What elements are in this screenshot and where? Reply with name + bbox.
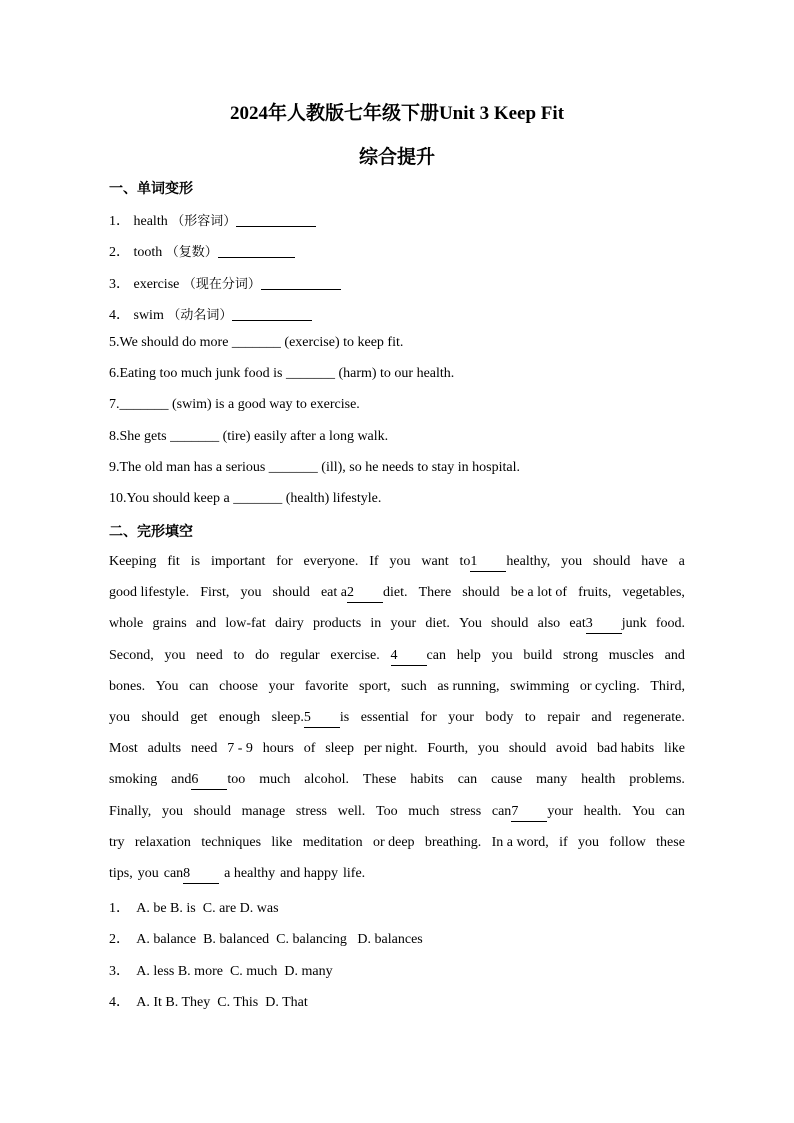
passage-word: can [665,803,685,819]
cloze-blank[interactable]: 5 [304,711,340,728]
answer-blank[interactable]: _______ [285,366,335,381]
answer-blank[interactable]: _______ [119,397,169,412]
passage-word: to1 healthy, [460,546,551,577]
page-title: 2024年人教版七年级下册Unit 3 Keep Fit [229,103,565,124]
passage-word: of [303,741,316,757]
passage-word: should [193,803,231,819]
item-word: swim [133,308,168,323]
passage-word: health. [583,803,622,819]
cloze-blank[interactable]: 4 [391,649,427,666]
passage-word: avoid [556,741,588,757]
item-hint: （形容词） [171,214,237,229]
passage-word: strong [562,647,598,663]
passage-word: follow [609,834,646,850]
cloze-blank[interactable]: 3 [586,617,622,634]
passage-word: you [240,585,262,601]
answer-blank[interactable] [232,306,312,321]
answer-blank[interactable] [261,275,341,290]
passage-word: if [559,834,568,850]
passage-word: be a lot of [510,585,568,601]
passage-word: health [581,772,616,788]
passage-word: dairy [274,616,304,632]
sentence-text: 8.She gets [109,429,171,444]
passage-line [109,546,685,577]
passage-word: regenerate. [623,709,685,725]
passage-word: you [137,865,159,881]
word-form-item [109,241,295,261]
section-heading-cloze: 二、完形填空 [109,524,193,540]
passage-word: sport, [358,678,391,694]
word-form-sentence [109,429,388,445]
passage-word: sleep [325,741,354,757]
sentence-text: 9.The old man has a serious [109,460,269,475]
passage-word: and [664,647,685,663]
item-number: 4． [109,308,134,323]
passage-line [109,608,685,639]
passage-word: per night. [363,741,418,757]
passage-word: should [491,616,529,632]
passage-word: well. [337,803,366,819]
item-hint: （现在分词） [182,277,261,292]
passage-line [109,796,685,827]
passage-word: Third, [650,678,685,694]
passage-word: regular [279,647,320,663]
answer-blank[interactable] [236,212,316,227]
passage-word: you [164,647,186,663]
sentence-text: (health) lifestyle. [282,491,382,506]
passage-word: sleep.5 is [272,702,350,733]
passage-word: and6 too [171,764,245,795]
passage-word: exercise. [330,647,380,663]
passage-line [109,577,685,608]
sentence-text: (tire) easily after a long walk. [219,429,389,444]
passage-word: you [577,834,599,850]
passage-word: you [561,554,583,569]
passage-word: whole [109,616,144,632]
item-word: exercise [133,277,183,292]
passage-word: eat3 junk [569,608,646,639]
passage-word: need [190,741,218,757]
word-form-sentence [109,335,403,351]
passage-word: get [190,709,208,725]
item-hint: （复数） [165,245,218,260]
passage-word: Most [109,741,138,757]
cloze-blank[interactable]: 8 [183,867,219,884]
passage-word: relaxation [134,834,191,850]
cloze-blank[interactable]: 6 [191,773,227,790]
answer-blank[interactable] [218,243,295,258]
passage-word: Keeping [109,554,157,569]
sentence-text: (harm) to our health. [334,366,455,381]
passage-word: techniques [201,834,262,850]
passage-word: Finally, [109,803,152,819]
answer-blank[interactable]: _______ [231,335,281,350]
passage-word: grains [152,616,187,632]
passage-word: have [641,554,668,569]
answer-blank[interactable]: _______ [170,429,220,444]
word-form-sentence [109,397,360,413]
passage-word: can [457,772,478,788]
sentence-text: (ill), so he needs to stay in hospital. [317,460,520,475]
passage-word: should [272,585,310,601]
passage-word: manage [241,803,286,819]
passage-word: 7 - 9 [227,741,253,757]
sentence-text: (exercise) to keep fit. [280,335,404,350]
passage-word: eat a2 diet. [321,577,408,608]
passage-word: important [210,554,266,569]
passage-word: should [141,709,179,725]
sentence-text: 5.We should do more [109,335,232,350]
choice-option-row[interactable]: 2． A. balance B. balanced C. balancing D. balances [109,932,423,947]
passage-word: do [255,647,270,663]
item-number: 1． [109,214,134,229]
choice-option-row[interactable]: 1． A. be B. is C. are D. was [109,901,279,916]
cloze-blank[interactable]: 2 [347,586,383,603]
cloze-blank[interactable]: 1 [470,555,506,572]
answer-blank[interactable]: _______ [268,460,318,475]
passage-word: There [418,585,452,601]
passage-word: low-fat [225,616,266,632]
page-subtitle: 综合提升 [358,147,435,168]
passage-word: hours [262,741,294,757]
passage-word: you [161,803,183,819]
passage-word: First, [200,585,230,601]
passage-word: should [462,585,500,601]
passage-word: you [389,554,411,569]
passage-word: enough [218,709,261,725]
passage-word: try [109,834,125,850]
passage-word: many [536,772,568,788]
passage-word: or deep [372,834,415,850]
passage-word: and happy [280,865,339,881]
passage-word: stress [450,803,482,819]
passage-word: much [259,772,291,788]
word-form-item [109,304,312,324]
passage-line [109,858,685,889]
passage-word: adults [147,741,182,757]
item-word: tooth [133,245,166,260]
passage-word: stress [295,803,328,819]
passage-word: like [664,741,685,757]
passage-word: can [189,678,209,694]
passage-word: alcohol. [304,772,349,788]
cloze-passage [109,546,685,889]
passage-word: Fourth, [427,741,469,757]
passage-word: and [591,709,612,725]
passage-word: need [196,647,223,663]
passage-word: your [268,678,295,694]
passage-word: to [233,647,245,663]
passage-word: can7 your [492,796,573,827]
passage-word: these [656,834,685,850]
passage-word: you [109,709,130,725]
passage-word: 4 can [391,640,446,671]
passage-word: your [448,709,474,725]
passage-word: for [276,554,293,569]
passage-word: smoking [109,772,158,788]
passage-word: muscles [608,647,654,663]
passage-word: can8 a healthy [164,858,275,889]
passage-word: favorite [304,678,349,694]
passage-word: or cycling. [579,678,640,694]
word-form-sentence [109,366,454,382]
passage-word: you [478,741,500,757]
passage-word: You [155,678,179,694]
passage-word: If [369,554,379,569]
passage-word: tips, [109,865,133,881]
answer-blank[interactable]: _______ [233,491,283,506]
passage-line [109,764,685,795]
passage-word: like [271,834,293,850]
passage-word: You [632,803,655,819]
passage-word: everyone. [303,554,359,569]
sentence-text: 10.You should keep a [109,491,234,506]
passage-word: habits [410,772,444,788]
sentence-text: (swim) is a good way to exercise. [168,397,360,412]
passage-word: essential [360,709,409,725]
passage-word: to [524,709,536,725]
word-form-sentence [109,460,520,476]
passage-word: you [491,647,513,663]
passage-word: should [508,741,547,757]
passage-word: such [401,678,427,694]
passage-word: products [312,616,362,632]
section-heading-word-forms: 一、单词变形 [109,181,193,197]
passage-word: Second, [109,647,154,663]
passage-word: life. [343,865,366,881]
word-form-item [109,273,341,293]
passage-word: In a word, [491,834,549,850]
passage-word: good lifestyle. [109,585,190,601]
passage-line [109,640,685,671]
sentence-text: 6.Eating too much junk food is [109,366,286,381]
passage-word: cause [491,772,523,788]
passage-word: problems. [629,772,685,788]
choice-option-row[interactable]: 3． A. less B. more C. much D. many [109,964,333,979]
passage-word: want [421,554,449,569]
passage-word: in [370,616,382,632]
word-form-sentence [109,491,381,507]
passage-word: bad habits [597,741,655,757]
passage-line [109,702,685,733]
passage-word: choose [219,678,258,694]
passage-word: You [459,616,482,632]
passage-word: and [195,616,217,632]
passage-word: fit [167,554,180,569]
passage-word: fruits, [578,585,612,601]
item-number: 3． [109,277,134,292]
passage-word: meditation [302,834,363,850]
sentence-text: 7. [109,397,120,412]
passage-word: food. [655,616,685,632]
word-form-item [109,210,316,230]
passage-line [109,671,685,702]
passage-word: swimming [510,678,570,694]
passage-line [109,827,685,858]
choice-option-row[interactable]: 4． A. It B. They C. This D. That [109,995,308,1010]
cloze-blank[interactable]: 7 [511,805,547,822]
passage-word: much [408,803,440,819]
passage-word: also [537,616,561,632]
passage-word: diet. [425,616,450,632]
item-hint: （动名词） [167,308,233,323]
passage-word: These [362,772,397,788]
passage-word: Too [376,803,398,819]
passage-word: help [456,647,481,663]
passage-word: bones. [109,678,146,694]
passage-word: your [390,616,417,632]
item-number: 2． [109,245,134,260]
item-word: health [133,214,172,229]
passage-line [109,733,685,764]
passage-word: as running, [437,678,500,694]
passage-word: body [485,709,514,725]
passage-word: repair [547,709,580,725]
passage-word: vegetables, [622,585,685,601]
passage-word: breathing. [424,834,482,850]
passage-word: a [678,554,685,569]
passage-word: build [523,647,553,663]
passage-word: is [190,554,201,569]
passage-word: for [420,709,437,725]
passage-word: should [593,554,631,569]
